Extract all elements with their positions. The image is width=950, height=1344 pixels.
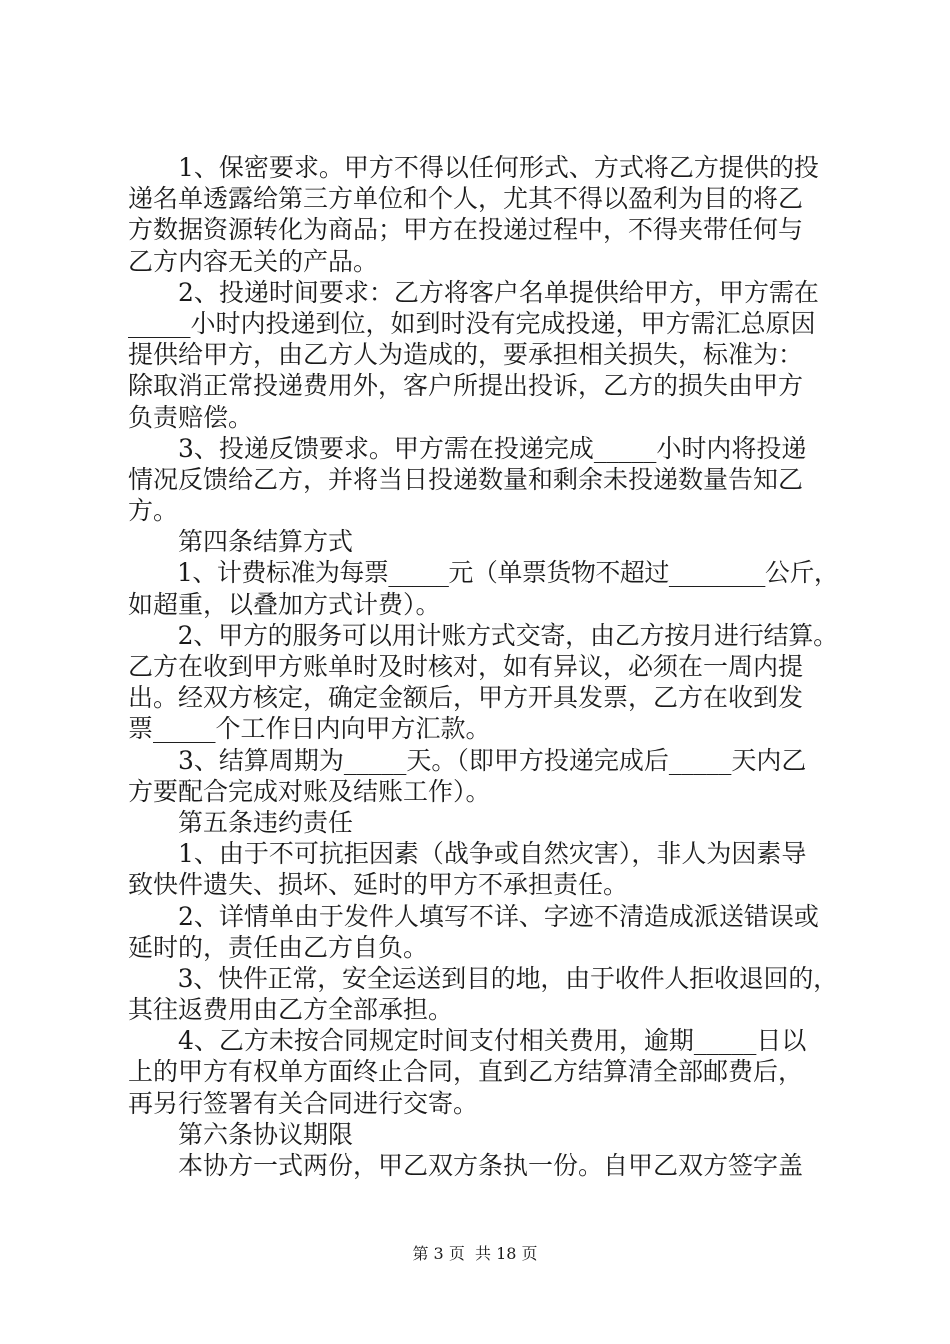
text-line: 乙方在收到甲方账单时及时核对，如有异议，必须在一周内提 [128, 652, 804, 681]
text-line: 方数据资源转化为商品；甲方在投递过程中，不得夹带任何与 [128, 215, 804, 245]
text-line: 2、投递时间要求：乙方将客户名单提供给甲方，甲方需在 [128, 277, 819, 307]
document-body [128, 152, 838, 1181]
text-line: 出。经双方核定，确定金额后，甲方开具发票，乙方在收到发 [128, 683, 804, 713]
text-line: 3、投递反馈要求。甲方需在投递完成_____小时内将投递 [128, 433, 807, 463]
text-line: 再另行签署有关合同进行交寄。 [128, 1088, 479, 1118]
page-footer: 第 3 页 共 18 页 [412, 1244, 538, 1263]
text-line: 2、详情单由于发件人填写不详、字迹不清造成派送错误或 [128, 901, 819, 931]
text-line: 3、结算周期为_____天。（即甲方投递完成后_____天内乙 [128, 745, 807, 775]
text-line: 方。 [128, 496, 179, 526]
text-line: 情况反馈给乙方，并将当日投递数量和剩余未投递数量告知乙 [128, 464, 804, 494]
text-line: 1、保密要求。甲方不得以任何形式、方式将乙方提供的投 [128, 153, 819, 182]
text-line: 提供给甲方，由乙方人为造成的，要承担相关损失，标准为： [128, 340, 804, 370]
text-line: 票_____个工作日内向甲方汇款。 [128, 714, 491, 744]
text-line: 第四条结算方式 [128, 527, 354, 557]
text-line: 1、计费标准为每票_____元（单票货物不超过________公斤， [128, 558, 839, 588]
text-line: 方要配合完成对账及结账工作）。 [128, 776, 491, 806]
text-line: _____小时内投递到位，如到时没有完成投递，甲方需汇总原因 [128, 308, 816, 338]
text-line: 第六条协议期限 [128, 1119, 354, 1149]
text-line: 3、快件正常，安全运送到目的地，由于收件人拒收退回的， [128, 963, 838, 993]
text-line: 上的甲方有权单方面终止合同，直到乙方结算清全部邮费后， [128, 1057, 804, 1087]
text-line: 负责赔偿。 [128, 402, 254, 432]
text-line: 如超重，以叠加方式计费）。 [128, 589, 441, 619]
text-line: 第五条违约责任 [128, 807, 354, 837]
text-line: 延时的，责任由乙方自负。 [128, 932, 429, 962]
text-line: 本协方一式两份，甲乙双方条执一份。自甲乙双方签字盖 [128, 1151, 804, 1180]
text-line: 除取消正常投递费用外，客户所提出投诉，乙方的损失由甲方 [128, 371, 804, 401]
text-line: 2、甲方的服务可以用计账方式交寄，由乙方按月进行结算。 [128, 620, 838, 650]
text-line: 其往返费用由乙方全部承担。 [128, 995, 454, 1025]
text-line: 乙方内容无关的产品。 [128, 246, 379, 276]
text-line: 递名单透露给第三方单位和个人，尤其不得以盈利为目的将乙 [128, 184, 804, 214]
text-line: 4、乙方未按合同规定时间支付相关费用，逾期_____日以 [128, 1026, 807, 1056]
text-line: 1、由于不可抗拒因素（战争或自然灾害），非人为因素导 [128, 839, 807, 869]
text-line: 致快件遗失、损坏、延时的甲方不承担责任。 [128, 870, 629, 900]
